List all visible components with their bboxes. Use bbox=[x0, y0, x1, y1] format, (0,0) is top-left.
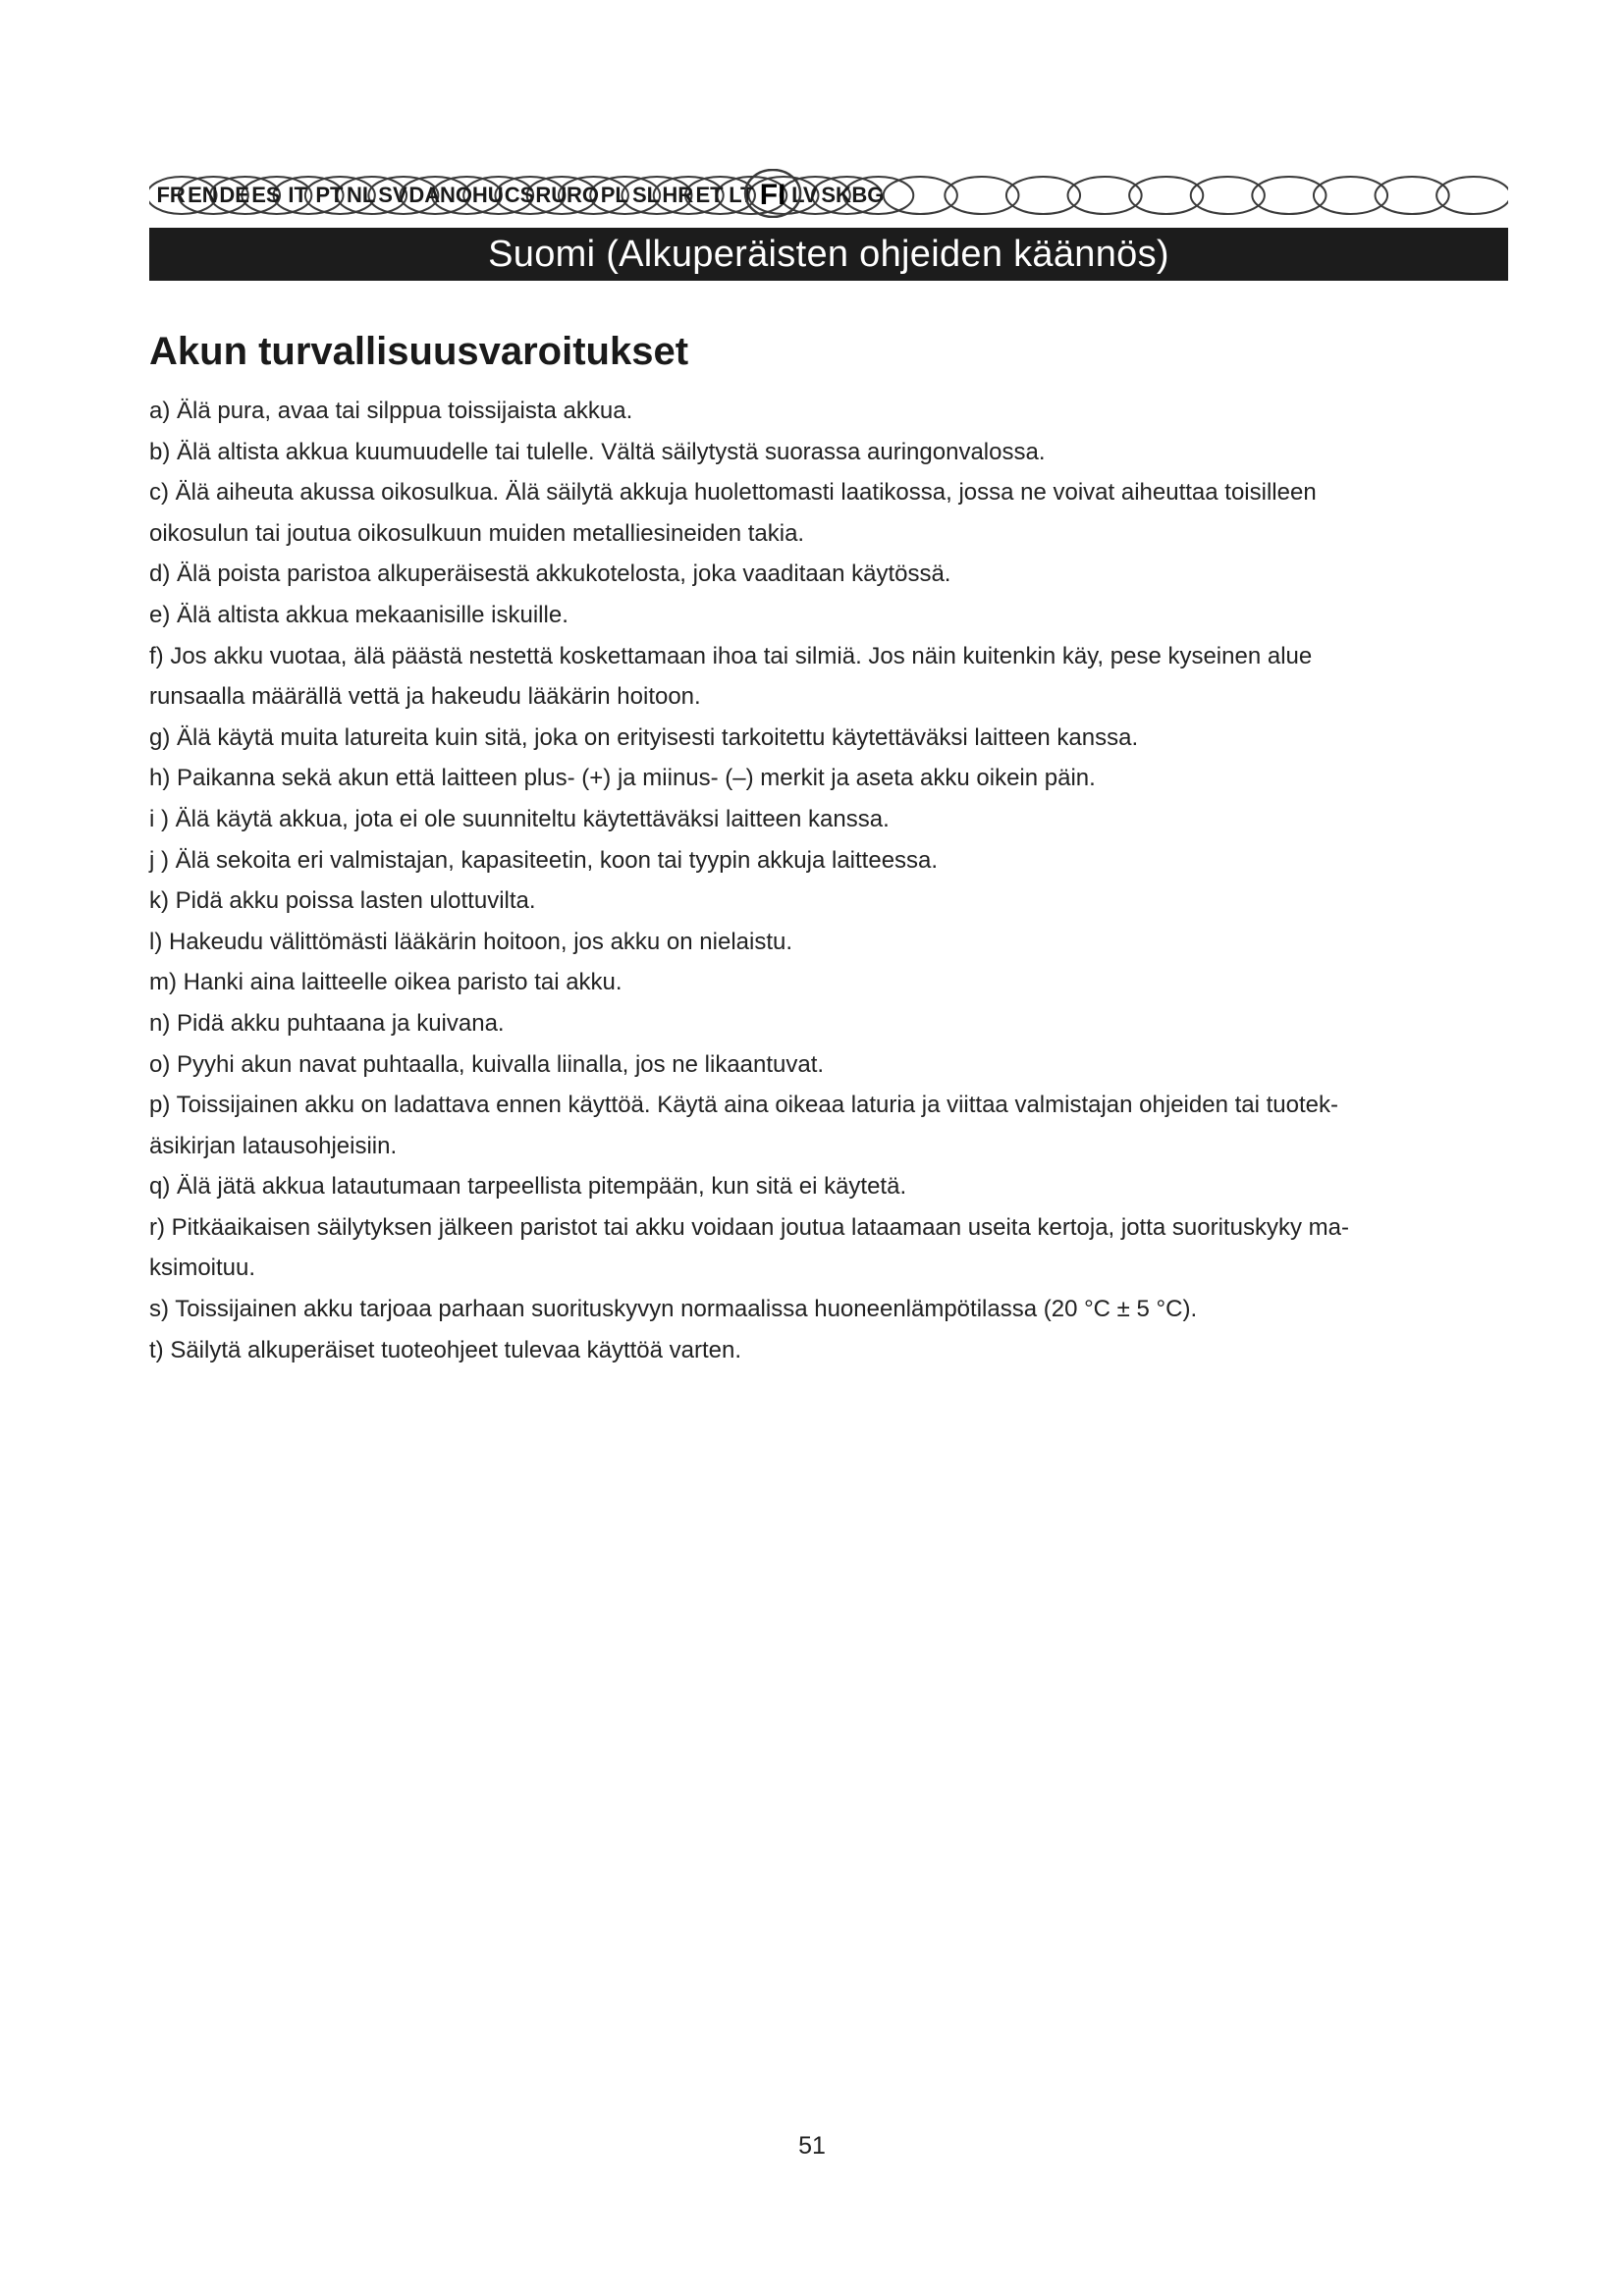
language-code[interactable]: PT bbox=[315, 183, 344, 207]
language-code[interactable]: ES bbox=[251, 183, 281, 207]
language-code[interactable]: DA bbox=[408, 183, 441, 207]
warning-item: k) Pidä akku poissa lasten ulottuvilta. bbox=[149, 887, 536, 915]
language-empty-oval bbox=[1068, 177, 1142, 214]
language-code[interactable]: SL bbox=[631, 183, 661, 207]
language-empty-oval bbox=[1376, 177, 1449, 214]
language-code[interactable]: HR bbox=[662, 183, 694, 207]
language-empty-oval bbox=[1191, 177, 1265, 214]
language-empty-oval bbox=[884, 177, 957, 214]
page-number: 51 bbox=[798, 2132, 826, 2160]
language-empty-oval bbox=[1129, 177, 1203, 214]
language-empty-oval bbox=[1006, 177, 1080, 214]
language-code[interactable]: PL bbox=[600, 183, 628, 207]
language-code[interactable]: EN bbox=[188, 183, 218, 207]
language-code[interactable]: HU bbox=[471, 183, 504, 207]
page-title: Suomi (Alkuperäisten ohjeiden käännös) bbox=[488, 234, 1169, 275]
warning-item: r) Pitkäaikaisen säilytyksen jälkeen paristot tai akku voidaan joutua lataamaan useita kertoja, jotta suorituskyky ma- bbox=[149, 1213, 1349, 1241]
language-code[interactable]: SK bbox=[821, 183, 851, 207]
warning-item: äsikirjan latausohjeisiin. bbox=[149, 1132, 398, 1159]
language-selector-bar bbox=[149, 169, 1508, 218]
warning-item: g) Älä käytä muita latureita kuin sitä, joka on erityisesti tarkoitettu käytettäväksi laitteen kanssa. bbox=[149, 723, 1139, 751]
language-empty-oval bbox=[945, 177, 1018, 214]
warning-item: j ) Älä sekoita eri valmistajan, kapasiteetin, koon tai tyypin akkuja laitteessa. bbox=[149, 846, 939, 874]
language-code[interactable]: NO bbox=[439, 183, 472, 207]
section-heading: Akun turvallisuusvaroitukset bbox=[149, 330, 689, 373]
warning-item: p) Toissijainen akku on ladattava ennen käyttöä. Käytä aina oikeaa laturia ja viittaa valmistajan ohjeiden tai tuotek- bbox=[149, 1092, 1338, 1119]
language-code[interactable]: SV bbox=[378, 183, 407, 207]
warning-item: q) Älä jätä akkua latautumaan tarpeellista pitempään, kun sitä ei käytetä. bbox=[149, 1173, 907, 1201]
warning-item: i ) Älä käytä akkua, jota ei ole suunniteltu käytettäväksi laitteen kanssa. bbox=[149, 805, 890, 832]
language-code[interactable]: RU bbox=[535, 183, 568, 207]
language-code[interactable]: DE bbox=[219, 183, 249, 207]
warning-item: t) Säilytä alkuperäiset tuoteohjeet tulevaa käyttöä varten. bbox=[149, 1336, 742, 1363]
language-code[interactable]: NL bbox=[347, 183, 376, 207]
warning-item: l) Hakeudu välittömästi lääkärin hoitoon, jos akku on nielaistu. bbox=[149, 928, 793, 955]
warning-item: runsaalla määrällä vettä ja hakeudu lääkärin hoitoon. bbox=[149, 683, 701, 711]
warning-item: a) Älä pura, avaa tai silppua toissijaista akkua. bbox=[149, 398, 633, 424]
warning-item: f) Jos akku vuotaa, älä päästä nestettä koskettamaan ihoa tai silmiä. Jos näin kuitenkin käy, pese kyseinen alue bbox=[149, 642, 1313, 669]
warning-list bbox=[149, 391, 1508, 1370]
language-empty-oval bbox=[1252, 177, 1326, 214]
language-code[interactable]: LV bbox=[791, 183, 818, 207]
warning-item: c) Älä aiheuta akussa oikosulkua. Älä säilytä akkuja huolettomasti laatikossa, jossa ne voivat aiheuttaa toisilleen bbox=[149, 479, 1317, 507]
warning-item: b) Älä altista akkua kuumuudelle tai tulelle. Vältä säilytystä suorassa auringonvalossa. bbox=[149, 438, 1046, 465]
language-code[interactable]: RO bbox=[567, 183, 600, 207]
warning-item: m) Hanki aina laitteelle oikea paristo tai akku. bbox=[149, 969, 623, 996]
language-empty-oval bbox=[1314, 177, 1387, 214]
page-title-bar bbox=[149, 228, 1508, 281]
warning-item: ksimoituu. bbox=[149, 1255, 256, 1282]
warning-item: d) Älä poista paristoa alkuperäisestä akkukotelosta, joka vaaditaan käytössä. bbox=[149, 561, 951, 588]
language-code[interactable]: FR bbox=[156, 183, 186, 207]
warning-item: e) Älä altista akkua mekaanisille iskuille. bbox=[149, 601, 568, 628]
main-content bbox=[149, 324, 1508, 1370]
language-empty-oval bbox=[1436, 177, 1508, 214]
language-code-active[interactable]: FI bbox=[759, 179, 786, 211]
warning-item: h) Paikanna sekä akun että laitteen plus- (+) ja miinus- (–) merkit ja aseta akku oikein päin. bbox=[149, 765, 1096, 792]
warning-item: oikosulun tai joutua oikosulkuun muiden metalliesineiden takia. bbox=[149, 519, 805, 547]
language-code[interactable]: ET bbox=[695, 183, 724, 207]
warning-item: o) Pyyhi akun navat puhtaalla, kuivalla liinalla, jos ne likaantuvat. bbox=[149, 1050, 825, 1078]
language-code[interactable]: LT bbox=[729, 183, 754, 207]
warning-item: n) Pidä akku puhtaana ja kuivana. bbox=[149, 1009, 505, 1037]
language-code[interactable]: BG bbox=[851, 183, 885, 207]
language-code[interactable]: IT bbox=[288, 183, 307, 207]
language-code[interactable]: CS bbox=[504, 183, 535, 207]
warning-item: s) Toissijainen akku tarjoaa parhaan suorituskyvyn normaalissa huoneenlämpötilassa (20 °C ± 5 °C). bbox=[149, 1296, 1198, 1323]
